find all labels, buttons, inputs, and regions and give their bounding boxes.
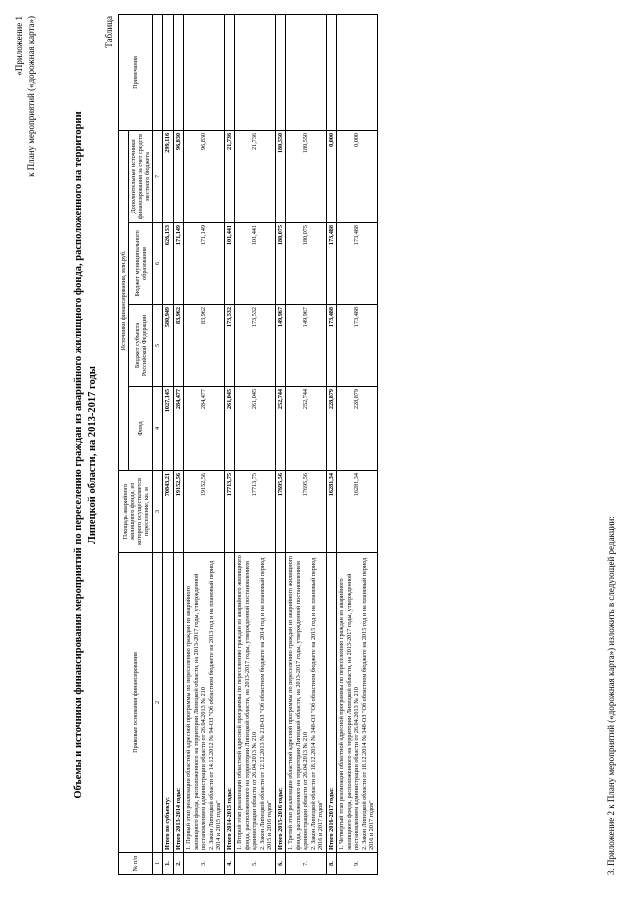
row-number: 5. [235, 853, 276, 875]
document-title [72, 75, 100, 835]
row-municipal: 173,488 [326, 223, 337, 305]
table-row [163, 14, 174, 874]
row-region: 173,488 [326, 305, 337, 387]
row-number: 6. [275, 853, 286, 875]
row-basis: 1. Третий этап реализации областной адресной программы по переселению граждан из аварийного жилищного фонда, расположенного на территории Липецкой области, на 2013-2017 годы, утвержденной постановлением администрации области от 26.04.2013 № 210 2. Закон Липецкой области от 18.12.2014 № 348-ОЗ "Об областном бюджете на 2015 год и на плановый период 2016 и 2017 годов" [286, 553, 327, 853]
row-number: 2. [173, 853, 184, 875]
column-number: 3 [153, 471, 163, 553]
row-number: 8. [326, 853, 337, 875]
row-notes [235, 14, 276, 130]
header-row-1 [119, 14, 129, 874]
col-header-sources: Источники финансирования, млн.руб. [119, 130, 129, 470]
row-additional: 299,116 [163, 130, 174, 222]
row-notes [173, 14, 184, 130]
row-additional: 0,000 [337, 130, 378, 222]
row-fund: 252,744 [286, 387, 327, 471]
column-number: 7 [153, 130, 163, 222]
column-number: 5 [153, 305, 163, 387]
row-area: 16281,34 [326, 471, 337, 553]
column-number: 4 [153, 387, 163, 471]
table-row [173, 14, 184, 874]
row-fund: 228,879 [326, 387, 337, 471]
title-line-1: Объемы и источники финансирования мероприятий по переселению граждан из аварийного жилищного фонда, расположенного на территории [73, 111, 84, 799]
financing-table [118, 14, 378, 875]
row-municipal: 180,075 [275, 223, 286, 305]
row-region: 149,967 [275, 305, 286, 387]
col-header-fund: Фонд [129, 387, 153, 471]
row-area: 17713,75 [235, 471, 276, 553]
row-fund: 261,045 [235, 387, 276, 471]
row-basis: 1. Четвертый этап реализации областной адресной программы по переселению граждан из аварийного жилищного фонда, расположенного на территории Липецкой области, на 2013-2017 годы, утвержденной постановлением администрации области от 26.04.2013 № 210 2. Закон Липецкой области от 18.12.2014 № 348-ОЗ "Об областном бюджете на 2015 год и на плановый период 2016 и 2017 годов" [337, 553, 378, 853]
row-basis: Итого 2015-2016 годы: [275, 553, 286, 853]
row-municipal: 173,488 [337, 223, 378, 305]
row-area: 19152,56 [184, 471, 225, 553]
row-municipal: 171,149 [173, 223, 184, 305]
appendix-label: «Приложение 1 [14, 16, 24, 76]
row-additional: 0,000 [326, 130, 337, 222]
column-number: 6 [153, 223, 163, 305]
row-area: 70843,21 [163, 471, 174, 553]
row-region: 173,532 [235, 305, 276, 387]
row-additional: 180,550 [286, 130, 327, 222]
row-basis: Итого по субъекту: [163, 553, 174, 853]
row-additional: 21,736 [235, 130, 276, 222]
col-header-num: № п/п [119, 853, 153, 875]
row-region: 173,488 [337, 305, 378, 387]
row-fund: 261,045 [224, 387, 235, 471]
row-number: 4. [224, 853, 235, 875]
row-notes [224, 14, 235, 130]
row-municipal: 180,075 [286, 223, 327, 305]
row-area: 16281,34 [337, 471, 378, 553]
title-line-2: Липецкой области, на 2013-2017 годы [87, 366, 98, 544]
row-fund: 284,477 [184, 387, 225, 471]
table-row [224, 14, 235, 874]
col-header-area: Площадь аварийного жилищного фонда, из которого осуществляется переселение, кв. м [119, 471, 153, 553]
col-header-municipal: Бюджет муниципального образования [129, 223, 153, 305]
col-header-basis: Правовые основания финансирования [119, 553, 153, 853]
row-additional: 180,550 [275, 130, 286, 222]
table-label: Таблица [104, 16, 114, 48]
row-additional: 96,830 [184, 130, 225, 222]
column-number: 2 [153, 553, 163, 853]
row-region: 149,967 [286, 305, 327, 387]
row-fund: 228,879 [337, 387, 378, 471]
row-fund: 252,744 [275, 387, 286, 471]
row-number: 1. [163, 853, 174, 875]
row-basis: 1. Второй этап реализации областной адресной программы по переселению граждан из аварийного жилищного фонда, расположенного на территории Липецкой области, на 2013-2017 годы, утвержденной постановлением администрации области от 26.04.2013 № 210 2. Закон Липецкой области от 12.12.2013 № 218-ОЗ "Об областном бюджете на 2014 год и на плановый период 2015 и 2016 годов" [235, 553, 276, 853]
column-number [153, 14, 163, 130]
col-header-additional: Дополнительные источники финансирования за счет средств местного бюджета [129, 130, 153, 222]
row-municipal: 101,441 [235, 223, 276, 305]
row-notes [163, 14, 174, 130]
row-fund: 284,477 [173, 387, 184, 471]
row-basis: 1. Первый этап реализации областной адресной программы по переселению граждан из аварийного жилищного фонда, расположенного на территории Липецкой области, на 2013-2017 годы, утвержденной постановлением администрации области от 26.04.2013 № 210 2. Закон Липецкой области от 14.12.2012 № 94-ОЗ "Об областном бюджете на 2013 год и на плановый период 2014 и 2015 годов" [184, 553, 225, 853]
col-header-region: Бюджет субъекта Российской Федерации [129, 305, 153, 387]
row-additional: 21,736 [224, 130, 235, 222]
row-area: 19152,56 [173, 471, 184, 553]
row-basis: Итого 2016-2017 годы: [326, 553, 337, 853]
row-number: 7. [286, 853, 327, 875]
table-row [337, 14, 378, 874]
table-row [184, 14, 225, 874]
table-row [286, 14, 327, 874]
table-row [326, 14, 337, 874]
row-basis: Итого 2013-2014 годы: [173, 553, 184, 853]
row-fund: 1027,145 [163, 387, 174, 471]
appendix-subtitle: к Плану мероприятий («дорожная карта») [26, 16, 36, 177]
row-number: 3. [184, 853, 225, 875]
row-area: 17713,75 [224, 471, 235, 553]
col-header-notes: Примечания [119, 14, 153, 130]
row-municipal: 171,149 [184, 223, 225, 305]
row-notes [337, 14, 378, 130]
row-notes [275, 14, 286, 130]
row-area: 17695,56 [275, 471, 286, 553]
row-region: 580,949 [163, 305, 174, 387]
column-number-row [153, 14, 163, 874]
row-number: 9. [337, 853, 378, 875]
footer-text: 3. Приложение 2 к Плану мероприятий («дорожная карта») изложить в следующей редакции: [606, 516, 616, 875]
row-notes [286, 14, 327, 130]
row-basis: Итого 2014-2015 годы: [224, 553, 235, 853]
table-row [275, 14, 286, 874]
column-number: 1 [153, 853, 163, 875]
row-notes [184, 14, 225, 130]
table-body [163, 14, 378, 874]
row-region: 173,532 [224, 305, 235, 387]
row-municipal: 101,441 [224, 223, 235, 305]
row-region: 83,962 [184, 305, 225, 387]
row-additional: 96,830 [173, 130, 184, 222]
row-region: 83,962 [173, 305, 184, 387]
row-notes [326, 14, 337, 130]
row-area: 17695,56 [286, 471, 327, 553]
row-municipal: 626,153 [163, 223, 174, 305]
table-row [235, 14, 276, 874]
